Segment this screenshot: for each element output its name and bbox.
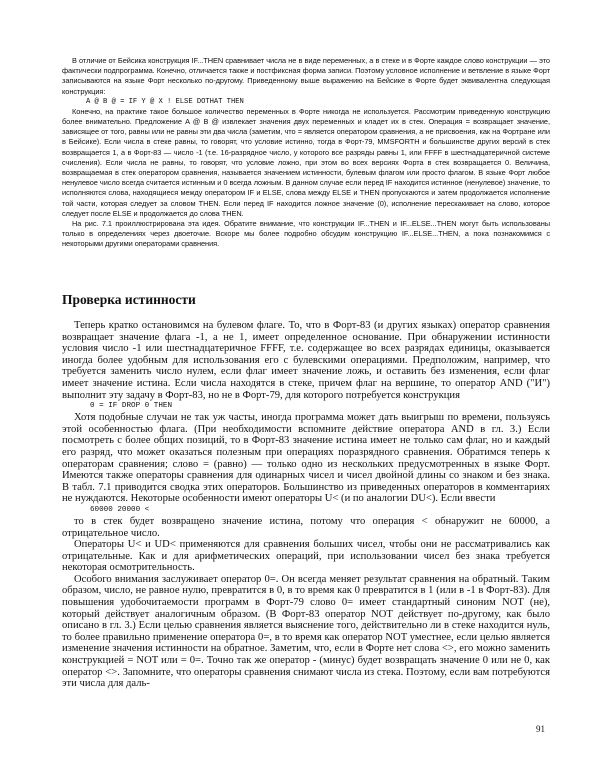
paragraph-boolean-flag: Теперь кратко остановимся на булевом флаге. То, что в Форт-83 (и других языках) оператор сравнения возвращает значение флага -1, а не 1, имеет определенное основание. При обнаружении истинности условия число -1 или шестнадцатеричное FFFF, т.е. содержащее во всех разрядах единицы, оказывается иногда более удобным для использования его с булевскими операциями. Предположим, например, что требуется заменить число нулем, если флаг имеет значение ложь, и оставить без изменения, если флаг имеет значение истина. Если числа находятся в стеке, причем флаг на вершине, то оператор AND ("И") выполнит эту задачу в Форт-83, но не в Форт-79, для которого потребуется конструкция xyxy=(62,320,550,401)
main-text-block xyxy=(62,320,550,690)
paragraph-zero-equals: Особого внимания заслуживает оператор 0=. Он всегда меняет результат сравнения на обратный. Таким образом, число, не равное нулю, превратится в 0, в то время как 0 превратится в 1 (или в -1 в Форт-83). Для повышения удобочитаемости программ в Форт-79 слово 0= имеет стандартный синоним NOT (не), который действует аналогичным образом. (В Форт-83 оператор NOT действует по-другому, как было описано в гл. 3.) Если целью сравнения является выяснение того, действительно ли в стеке находится нуль, то более правильно применение оператора 0=, в то время как оператор NOT уместнее, если целью является изменение значения истинности на обратное. Заметим, что, если в Форте нет слова <>, его можно заменить конструкцией = NOT или = 0=. Точно так же оператор - (минус) будет возвращать значение 0 или не 0, как оператор <>. Запомните, что операторы сравнения снимают числа из стека. Поэтому, если вам потребуются эти числа для даль- xyxy=(62,573,550,690)
upper-text-block xyxy=(62,56,550,250)
code-if-else-example: A @ B @ = IF Y @ X ! ELSE DOTHAT THEN xyxy=(86,97,244,106)
page-number: 91 xyxy=(536,724,545,734)
paragraph-figure-reference: На рис. 7.1 проиллюстрирована эта идея. Обратите внимание, что конструкции IF...THEN и IF...ELSE...THEN могут быть использованы только в определениях через двоеточие. Вскоре мы более подробно обсудим конструкцию IF...ELSE...THEN, а пока познакомимся с некоторыми другими операторами сравнения. xyxy=(62,219,550,249)
paragraph-unsigned-operators: Операторы U< и UD< применяются для сравнения больших чисел, чтобы они не рассматривались как отрицательные. Как и для арифметических операций, при использовании чисел без знака требуется некоторая осмотрительность. xyxy=(62,539,550,574)
paragraph-comparison-operators: Хотя подобные случаи не так уж часты, иногда программа может дать выигрыш по времени, пользуясь этой особенностью флага. (При необходимости вспомните действие оператора AND в гл. 3.) Если посмотреть с более общих позиций, то в Форт-83 значение истина имеет не только сам флаг, но и каждый его разряд, что может оказаться полезным при операциях поразрядного сравнения. Обратимся теперь к операторам сравнения; слово = (равно) — только одно из нескольких предусмотренных в языке Форт. Имеются также операторы сравнения для одинарных чисел и чисел двойной длины со знаком и без знака. В табл. 7.1 приводится сводка этих операторов. Большинство из приведенных операторов в комментариях не нуждаются. Некоторые особенности имеют операторы U< (и по аналогии DU<). Если ввести xyxy=(62,412,550,505)
code-unsigned-example: 60000 20000 < xyxy=(90,505,150,514)
paragraph-basic-comparison: В отличие от Бейсика конструкция IF...THEN сравнивает числа не в виде переменных, а в стеке и в Форте каждое слово конструкции — это фактически подпрограмма. Конечно, отличается также и постфиксная форма записи. Поэтому условное исполнение и ветвление в языке Форт записываются на языке Форт несколько по-другому. Приведенному выше выражению на Бейсике в Форте будет эквивалентна следующая конструкция: xyxy=(62,56,550,96)
paragraph-truth-values: Конечно, на практике такое большое количество переменных в Форте никогда не используется. Рассмотрим приведенную конструкцию более внимательно. Предложение A @ B @ извлекает значения двух переменных и кладет их в стек. Операция = возвращает значение, зависящее от того, равны или не равны эти два числа (заметим, что = является оператором сравнения, а не присвоения, как на Фортране или в Бейсике). Если числа в стеке равны, то говорят, что условие истинно, тогда в Форт-79, MMSFORTH и большинстве других версий в стек возвращается 1, а в Форт-83 — число -1 (т.е. 16-разрядное число, у которого все разряды равны 1, или FFFF в шестнадцатеричной системе счисления). Если числа не равны, то говорят, что условие ложно, при этом во всех версиях Форта в стек возвращается 0. Величина, возвращаемая в стек оператором сравнения, называется значением истинности, булевым флагом или просто флагом. В языке Форт любое ненулевое число всегда считается истинным и 0 всегда ложным. В данном случае если перед IF находится истинное (ненулевое) значение, то исполняются слова, находящиеся между оператором IF и ELSE, слова между ELSE и THEN пропускаются и затем продолжается исполнение той части, которая следует за словом THEN. Если перед IF находится ложное значение (0), исполнение перескакивает на слово, которое следует после ELSE и продолжается до слова THEN. xyxy=(62,106,550,218)
paragraph-negative-result: то в стек будет возвращено значение истина, потому что операция < обнаружит не 60000, а отрицательное число. xyxy=(62,515,550,539)
code-drop-example: 0 = IF DROP 0 THEN xyxy=(90,402,173,411)
section-heading: Проверка истинности xyxy=(62,292,196,307)
